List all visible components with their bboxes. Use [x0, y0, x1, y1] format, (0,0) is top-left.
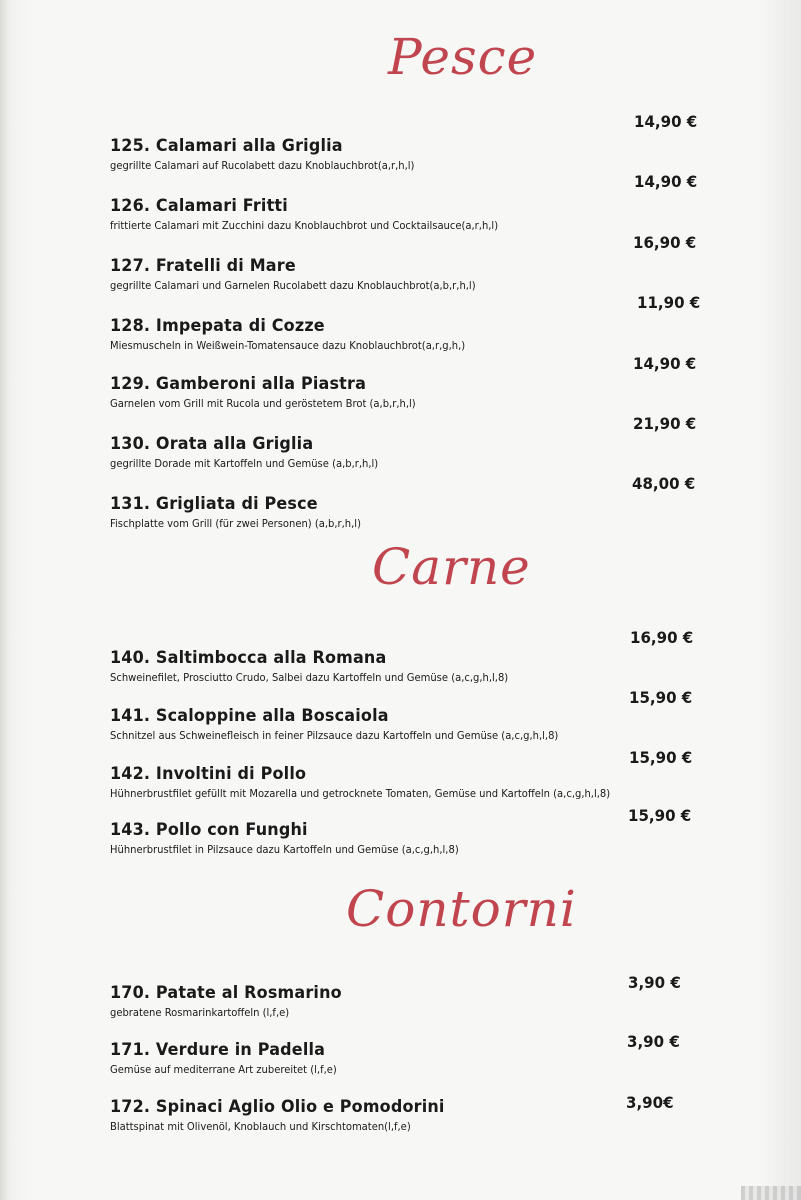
menu-item-172 — [110, 1097, 710, 1133]
page-corner-texture — [741, 1186, 801, 1200]
menu-item-127 — [110, 256, 710, 292]
item-name: 130. Orata alla Griglia — [110, 434, 314, 454]
menu-item-140 — [110, 648, 710, 684]
item-description: gegrillte Dorade mit Kartoffeln und Gemüse (a,b,r,h,l) — [110, 458, 379, 470]
item-description: Gemüse auf mediterrane Art zubereitet (l,f,e) — [110, 1064, 337, 1076]
price-143: 15,90 € — [628, 806, 692, 825]
price-130: 21,90 € — [633, 414, 697, 433]
item-name: 141. Scaloppine alla Boscaiola — [110, 706, 389, 726]
item-name: 143. Pollo con Funghi — [110, 820, 308, 840]
item-description: Hühnerbrustfilet gefüllt mit Mozarella und getrocknete Tomaten, Gemüse und Kartoffeln (a,c,g,h,l,8) — [110, 788, 611, 800]
item-name: 125. Calamari alla Griglia — [110, 136, 343, 156]
price-131: 48,00 € — [632, 474, 696, 493]
menu-item-143 — [110, 820, 710, 856]
menu-item-128 — [110, 316, 710, 352]
page-edge — [0, 0, 10, 1200]
item-description: gegrillte Calamari und Garnelen Rucolabett dazu Knoblauchbrot(a,b,r,h,l) — [110, 280, 476, 292]
item-name: 171. Verdure in Padella — [110, 1040, 326, 1060]
menu-item-142 — [110, 764, 710, 800]
price-171: 3,90 € — [627, 1032, 680, 1051]
price-142: 15,90 € — [629, 748, 693, 767]
price-170: 3,90 € — [628, 973, 681, 992]
item-name: 129. Gamberoni alla Piastra — [110, 374, 367, 394]
item-name: 127. Fratelli di Mare — [110, 256, 296, 276]
menu-item-125 — [110, 136, 710, 172]
price-129: 14,90 € — [633, 354, 697, 373]
item-description: Hühnerbrustfilet in Pilzsauce dazu Kartoffeln und Gemüse (a,c,g,h,l,8) — [110, 844, 459, 856]
menu-item-129 — [110, 374, 710, 410]
item-name: 126. Calamari Fritti — [110, 196, 288, 216]
menu-item-126 — [110, 196, 710, 232]
item-description: Garnelen vom Grill mit Rucola und geröstetem Brot (a,b,r,h,l) — [110, 398, 416, 410]
section-title-contorni: Contorni — [346, 880, 577, 938]
price-140: 16,90 € — [630, 628, 694, 647]
item-name: 170. Patate al Rosmarino — [110, 983, 342, 1003]
item-description: gegrillte Calamari auf Rucolabett dazu Knoblauchbrot(a,r,h,l) — [110, 160, 415, 172]
menu-item-130 — [110, 434, 710, 470]
menu-item-131 — [110, 494, 710, 530]
item-description: Blattspinat mit Olivenöl, Knoblauch und Kirschtomaten(l,f,e) — [110, 1121, 411, 1133]
price-125: 14,90 € — [634, 112, 698, 131]
item-name: 128. Impepata di Cozze — [110, 316, 325, 336]
item-name: 131. Grigliata di Pesce — [110, 494, 318, 514]
item-description: gebratene Rosmarinkartoffeln (l,f,e) — [110, 1007, 290, 1019]
price-126: 14,90 € — [634, 172, 698, 191]
menu-item-141 — [110, 706, 710, 742]
section-title-pesce: Pesce — [388, 28, 538, 86]
menu-item-171 — [110, 1040, 710, 1076]
price-127: 16,90 € — [633, 233, 697, 252]
menu-item-170 — [110, 983, 710, 1019]
item-description: Schweinefilet, Prosciutto Crudo, Salbei dazu Kartoffeln und Gemüse (a,c,g,h,l,8) — [110, 672, 509, 684]
price-172: 3,90€ — [626, 1093, 674, 1112]
item-description: Schnitzel aus Schweinefleisch in feiner Pilzsauce dazu Kartoffeln und Gemüse (a,c,g,h,l,8) — [110, 730, 559, 742]
item-description: Miesmuscheln in Weißwein-Tomatensauce dazu Knoblauchbrot(a,r,g,h,) — [110, 340, 466, 352]
item-name: 172. Spinaci Aglio Olio e Pomodorini — [110, 1097, 445, 1117]
price-141: 15,90 € — [629, 688, 693, 707]
section-title-carne: Carne — [372, 538, 531, 596]
item-name: 140. Saltimbocca alla Romana — [110, 648, 387, 668]
item-description: frittierte Calamari mit Zucchini dazu Knoblauchbrot und Cocktailsauce(a,r,h,l) — [110, 220, 499, 232]
item-description: Fischplatte vom Grill (für zwei Personen) (a,b,r,h,l) — [110, 518, 361, 530]
price-128: 11,90 € — [637, 293, 701, 312]
item-name: 142. Involtini di Pollo — [110, 764, 307, 784]
